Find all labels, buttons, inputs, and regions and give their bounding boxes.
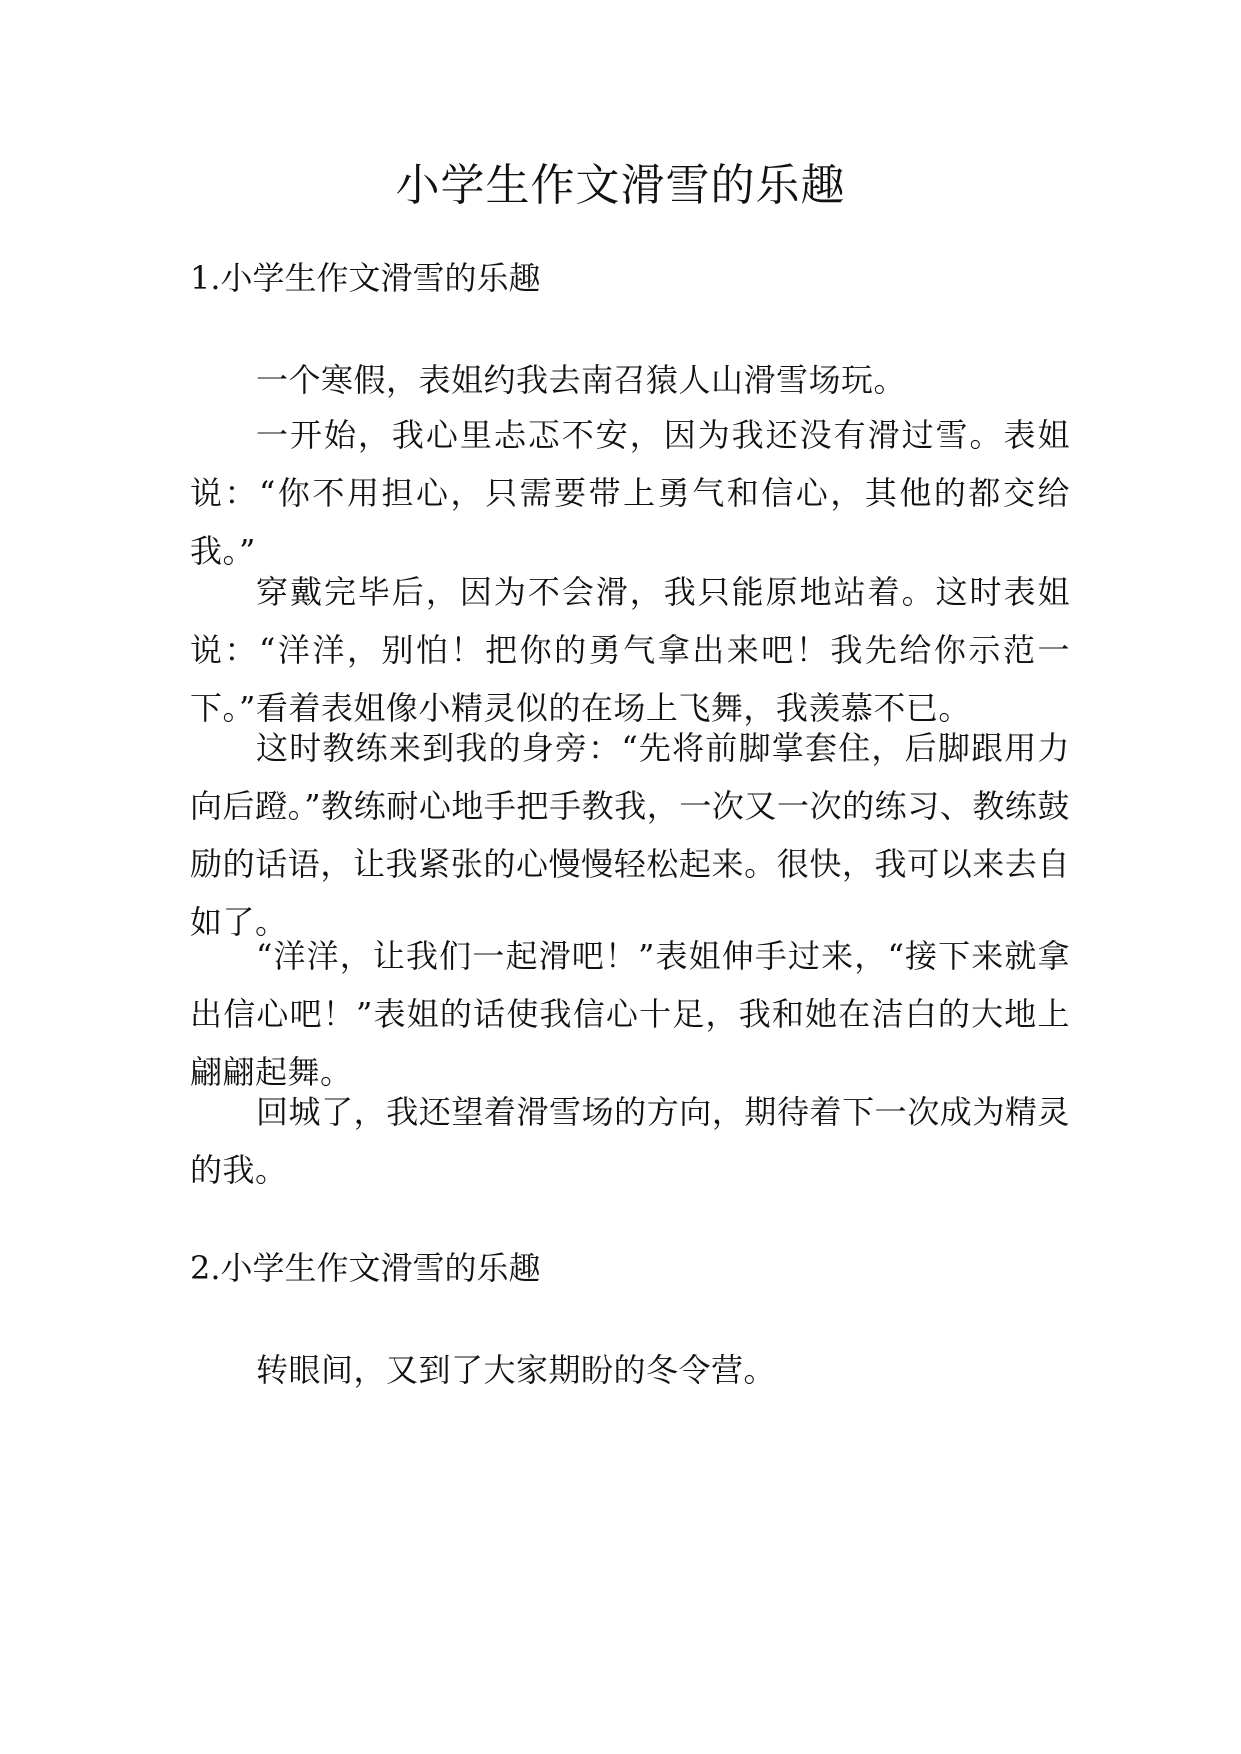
section-1-paragraph-5: “洋洋，让我们一起滑吧！”表姐伸手过来，“接下来就拿出信心吧！”表姐的话使我信心十足，我和她在洁白的大地上翩翩起舞。 [190, 937, 1070, 1091]
section-2-paragraph-1: 转眼间，又到了大家期盼的冬令营。 [256, 1351, 777, 1389]
section-1-paragraph-1: 一个寒假，表姐约我去南召猿人山滑雪场玩。 [256, 361, 907, 399]
section-1-paragraph-6: 回城了，我还望着滑雪场的方向，期待着下一次成为精灵的我。 [190, 1093, 1070, 1189]
section-2-heading: 2.小学生作文滑雪的乐趣 [190, 1249, 541, 1287]
section-1-paragraph-2: 一开始，我心里忐忑不安，因为我还没有滑过雪。表姐说：“你不用担心，只需要带上勇气和信心，其他的都交给我。” [190, 416, 1070, 570]
section-1-heading: 1.小学生作文滑雪的乐趣 [190, 259, 541, 297]
section-1-paragraph-3: 穿戴完毕后，因为不会滑，我只能原地站着。这时表姐说：“洋洋，别怕！把你的勇气拿出来吧！我先给你示范一下。”看着表姐像小精灵似的在场上飞舞，我羡慕不已。 [190, 573, 1070, 727]
document-title: 小学生作文滑雪的乐趣 [395, 160, 846, 211]
section-1-paragraph-4: 这时教练来到我的身旁：“先将前脚掌套住，后脚跟用力向后蹬。”教练耐心地手把手教我，一次又一次的练习、教练鼓励的话语，让我紧张的心慢慢轻松起来。很快，我可以来去自如了。 [190, 729, 1070, 941]
